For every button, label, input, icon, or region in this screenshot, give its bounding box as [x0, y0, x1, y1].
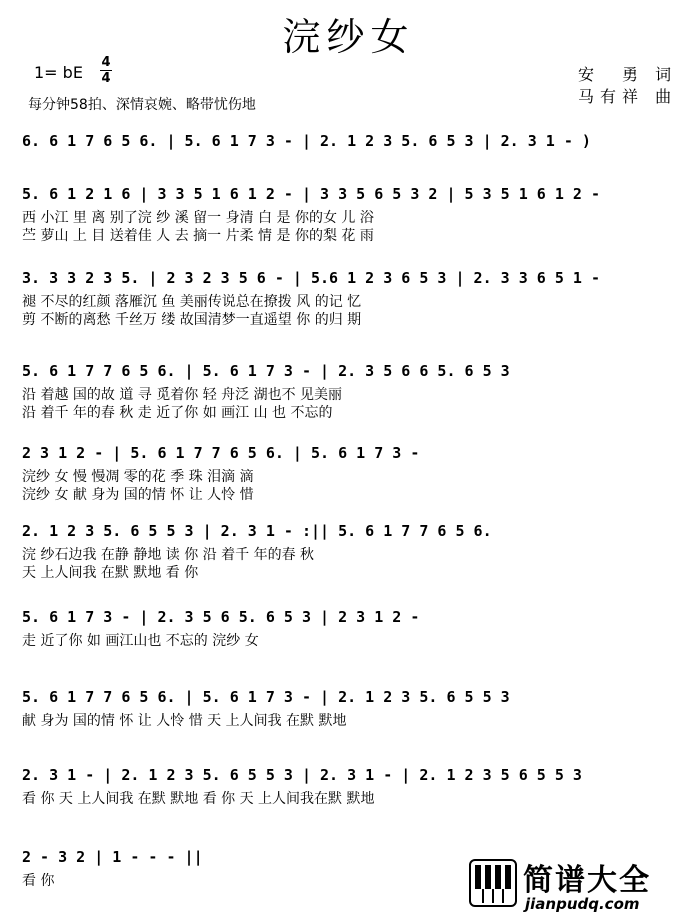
notation-line: 2 - 3 2 | 1 - - - || — [22, 848, 203, 866]
lyric-line: 沿 着千 年的春 秋 走 近了你 如 画江 山 也 不忘的 — [22, 405, 333, 421]
tempo-marking: 每分钟58拍、深情哀婉、略带忧伤地 — [28, 97, 256, 113]
piano-keys-icon — [469, 859, 517, 907]
notation-line: 6. 6 1 7 6 5 6. | 5. 6 1 7 3 - | 2. 1 2 3 5. 6 5 3 | 2. 3 1 - ) — [22, 132, 591, 150]
composer-credit: 马有祥 曲 — [578, 87, 678, 106]
notation-line: 5. 6 1 2 1 6 | 3 3 5 1 6 1 2 - | 3 3 5 6 5 3 2 | 5 3 5 1 6 1 2 - — [22, 185, 600, 203]
notation-line: 2. 1 2 3 5. 6 5 5 3 | 2. 3 1 - :|| 5. 6 1 7 7 6 5 6. — [22, 522, 492, 540]
notation-line: 5. 6 1 7 7 6 5 6. | 5. 6 1 7 3 - | 2. 3 5 6 6 5. 6 5 3 — [22, 362, 510, 380]
lyric-line: 西 小江 里 离 别了浣 纱 溪 留一 身清 白 是 你的女 儿 浴 — [22, 210, 374, 226]
time-signature-bottom: 4 — [101, 71, 111, 86]
lyric-line: 浣纱 女 慢 慢凋 零的花 季 珠 泪滴 滴 — [22, 469, 254, 485]
lyric-line: 看 你 天 上人间我 在默 默地 看 你 天 上人间我在默 默地 — [22, 791, 375, 807]
lyric-line: 天 上人间我 在默 默地 看 你 — [22, 565, 199, 581]
key-signature: 1= bE — [34, 63, 83, 82]
lyric-line: 剪 不断的离愁 千丝万 缕 故国清梦一直遥望 你 的归 期 — [22, 312, 362, 328]
lyric-line: 沿 着越 国的故 道 寻 觅着你 轻 舟泛 湖也不 见美丽 — [22, 387, 343, 403]
notation-line: 5. 6 1 7 3 - | 2. 3 5 6 5. 6 5 3 | 2 3 1 2 - — [22, 608, 420, 626]
time-signature — [100, 56, 112, 85]
brand-url: jianpudq.com — [525, 895, 640, 913]
lyric-line: 褪 不尽的红颜 落雁沉 鱼 美丽传说总在撩拨 风 的记 忆 — [22, 294, 362, 310]
lyric-line: 浣纱 女 献 身为 国的情 怀 让 人怜 惜 — [22, 487, 254, 503]
notation-line: 3. 3 3 2 3 5. | 2 3 2 3 5 6 - | 5.6 1 2 3 6 5 3 | 2. 3 3 6 5 1 - — [22, 269, 600, 287]
lyric-line: 走 近了你 如 画江山也 不忘的 浣纱 女 — [22, 633, 259, 649]
lyricist-credit: 安 勇 词 — [578, 65, 678, 84]
time-signature-top: 4 — [101, 55, 111, 70]
lyric-line: 浣 纱石边我 在静 静地 读 你 沿 着千 年的春 秋 — [22, 547, 315, 563]
brand-name: 简谱大全 — [523, 863, 651, 898]
brand-watermark — [469, 855, 689, 921]
lyric-line: 献 身为 国的情 怀 让 人怜 惜 天 上人间我 在默 默地 — [22, 713, 347, 729]
page-title: 浣纱女 — [282, 15, 415, 59]
notation-line: 2 3 1 2 - | 5. 6 1 7 7 6 5 6. | 5. 6 1 7 3 - — [22, 444, 420, 462]
lyric-line: 苎 萝山 上 目 送着佳 人 去 摘一 片柔 情 是 你的梨 花 雨 — [22, 228, 374, 244]
notation-line: 5. 6 1 7 7 6 5 6. | 5. 6 1 7 3 - | 2. 1 2 3 5. 6 5 5 3 — [22, 688, 510, 706]
notation-line: 2. 3 1 - | 2. 1 2 3 5. 6 5 5 3 | 2. 3 1 - | 2. 1 2 3 5 6 5 5 3 — [22, 766, 582, 784]
lyric-line: 看 你 — [22, 873, 55, 889]
